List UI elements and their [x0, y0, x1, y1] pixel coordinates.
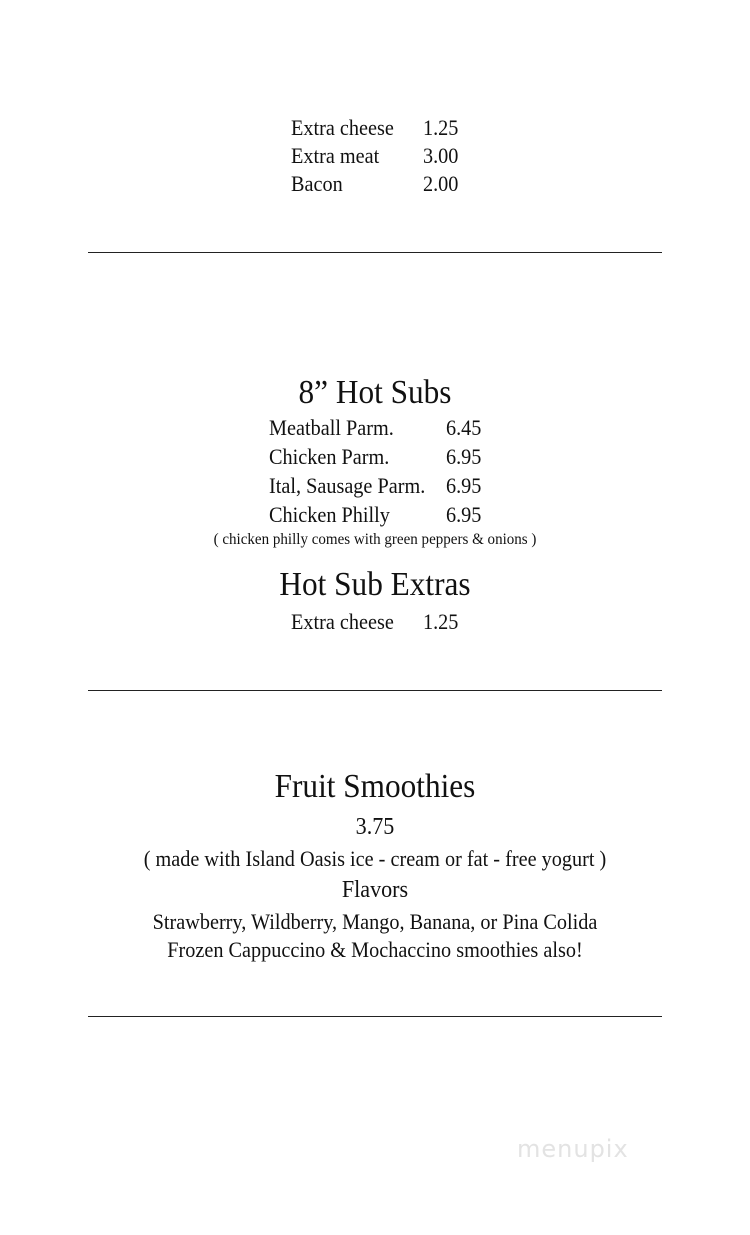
- hot-sub-extra-price: 1.25: [423, 609, 459, 634]
- extra-item-name: Extra cheese: [291, 115, 394, 140]
- hot-sub-price: 6.95: [446, 502, 482, 527]
- hot-sub-name: Ital, Sausage Parm.: [269, 473, 426, 498]
- extra-item-price: 1.25: [423, 115, 459, 140]
- hot-sub-price: 6.95: [446, 444, 482, 469]
- hot-sub-name: Chicken Philly: [269, 502, 390, 527]
- flavors-list: Strawberry, Wildberry, Mango, Banana, or Pina Colida: [152, 909, 598, 934]
- smoothies-price: 3.75: [355, 814, 395, 840]
- smoothies-description: ( made with Island Oasis ice - cream or fat - free yogurt ): [143, 846, 607, 871]
- hot-sub-name: Meatball Parm.: [269, 415, 394, 440]
- smoothies-also-note: Frozen Cappuccino & Mochaccino smoothies also!: [167, 937, 583, 962]
- section-divider: [88, 690, 662, 691]
- hot-sub-extra-name: Extra cheese: [291, 609, 394, 634]
- section-divider: [88, 1016, 662, 1017]
- hot-sub-extras-title: Hot Sub Extras: [279, 566, 471, 603]
- extra-item-name: Bacon: [291, 171, 343, 196]
- hot-subs-title: 8” Hot Subs: [298, 374, 452, 411]
- extra-item-name: Extra meat: [291, 143, 380, 168]
- extra-item-price: 2.00: [423, 171, 459, 196]
- hot-sub-price: 6.95: [446, 473, 482, 498]
- section-divider: [88, 252, 662, 253]
- watermark-logo: menupix: [517, 1135, 629, 1163]
- hot-sub-name: Chicken Parm.: [269, 444, 390, 469]
- hot-sub-price: 6.45: [446, 415, 482, 440]
- flavors-heading: Flavors: [341, 877, 409, 903]
- extra-item-price: 3.00: [423, 143, 459, 168]
- hot-subs-note: ( chicken philly comes with green peppers & onions ): [213, 531, 537, 548]
- smoothies-title: Fruit Smoothies: [274, 768, 476, 805]
